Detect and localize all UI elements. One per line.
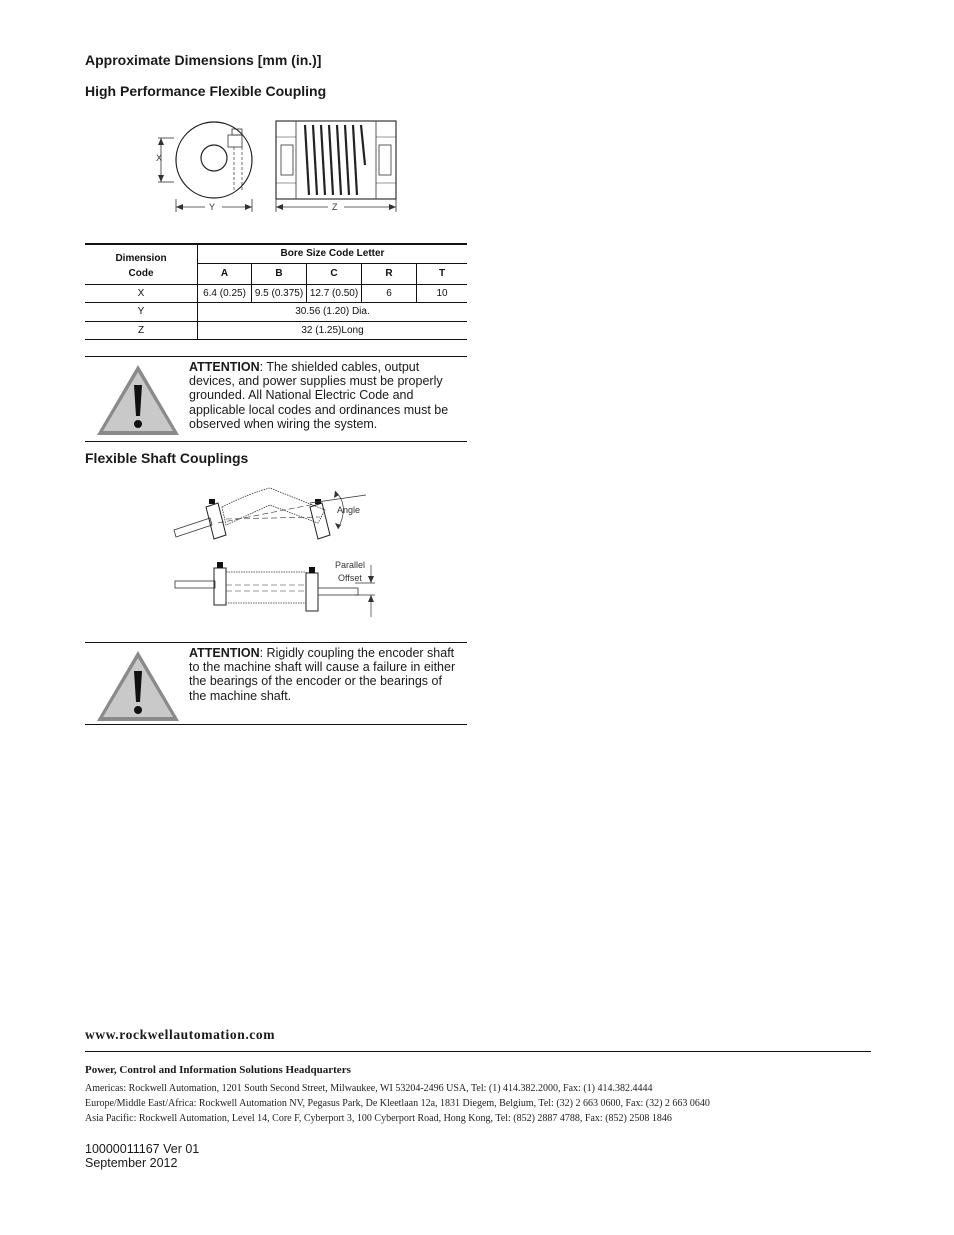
footer-divider — [85, 1051, 871, 1052]
attention-box — [85, 356, 467, 442]
attention-label: ATTENTION — [189, 360, 260, 374]
address-americas: Americas: Rockwell Automation, 1201 South Second Street, Milwaukee, WI 53204-2496 USA, Tel: (1) 414.382.2000, Fax: (1) 414.382.4444 — [85, 1083, 653, 1094]
dim-label-z: Z — [332, 202, 338, 212]
doc-date: September 2012 — [85, 1156, 178, 1170]
attention-label: ATTENTION — [189, 646, 260, 660]
attention-message: : The shielded cables, output devices, and power supplies must be properly grounded. All National Electric Code and applicable local codes and ordinances must be observed when wiring the system. — [189, 360, 449, 431]
row-code: Z — [85, 321, 198, 339]
angle-label: Angle — [337, 505, 361, 515]
table-cell: 10 — [417, 284, 468, 302]
table-cell: 30.56 (1.20) Dia. — [198, 302, 468, 321]
parallel-label: Parallel — [335, 560, 366, 570]
table-row — [85, 284, 467, 302]
attention-text — [189, 646, 461, 703]
warning-triangle-icon — [95, 649, 181, 723]
column-header-a: A — [198, 263, 252, 284]
table-row — [85, 302, 467, 321]
attention-message: : Rigidly coupling the encoder shaft to the machine shaft will cause a failure in either the bearings of the encoder or the bearings of the machine shaft. — [189, 646, 456, 703]
table-cell: 12.7 (0.50) — [307, 284, 362, 302]
attention-text — [189, 360, 461, 431]
attention-box — [85, 642, 467, 725]
page-title: Approximate Dimensions [mm (in.)] — [85, 52, 322, 68]
dimension-code-header — [85, 244, 198, 284]
column-header-r: R — [362, 263, 417, 284]
bore-size-header: Bore Size Code Letter — [198, 244, 468, 263]
table-cell: 6.4 (0.25) — [198, 284, 252, 302]
section-heading-coupling: High Performance Flexible Coupling — [85, 83, 327, 99]
column-header-t: T — [417, 263, 468, 284]
warning-triangle-icon — [95, 363, 181, 437]
row-code: Y — [85, 302, 198, 321]
footer-url[interactable]: www.rockwellautomation.com — [85, 1027, 276, 1042]
table-cell: 9.5 (0.375) — [252, 284, 307, 302]
flexible-coupling-diagram — [170, 485, 385, 620]
offset-label: Offset — [338, 573, 362, 583]
dim-label-y: Y — [209, 202, 216, 212]
table-row — [85, 321, 467, 339]
column-header-c: C — [307, 263, 362, 284]
row-code: X — [85, 284, 198, 302]
table-cell: 6 — [362, 284, 417, 302]
dim-label-x: X — [156, 153, 163, 163]
address-asia: Asia Pacific: Rockwell Automation, Level 14, Core F, Cyberport 3, 100 Cyberport Road, Hong Kong, Tel: (852) 2887 4788, Fax: (852) 2508 1846 — [85, 1113, 672, 1124]
address-europe: Europe/Middle East/Africa: Rockwell Automation NV, Pegasus Park, De Kleetlaan 12a, 1831 Diegem, Belgium, Tel: (32) 2 663 0600, Fax: (32) 2 663 0640 — [85, 1098, 710, 1109]
footer-hq: Power, Control and Information Solutions Headquarters — [85, 1064, 351, 1076]
dimension-table — [85, 243, 467, 340]
doc-number: 10000011167 Ver 01 — [85, 1142, 200, 1156]
dimension-header-line2: Code — [128, 268, 154, 280]
dimension-header-line1: Dimension — [115, 253, 167, 265]
table-cell: 32 (1.25)Long — [198, 321, 468, 339]
section-heading-flexible: Flexible Shaft Couplings — [85, 450, 249, 466]
coupling-diagram — [150, 115, 410, 220]
column-header-b: B — [252, 263, 307, 284]
